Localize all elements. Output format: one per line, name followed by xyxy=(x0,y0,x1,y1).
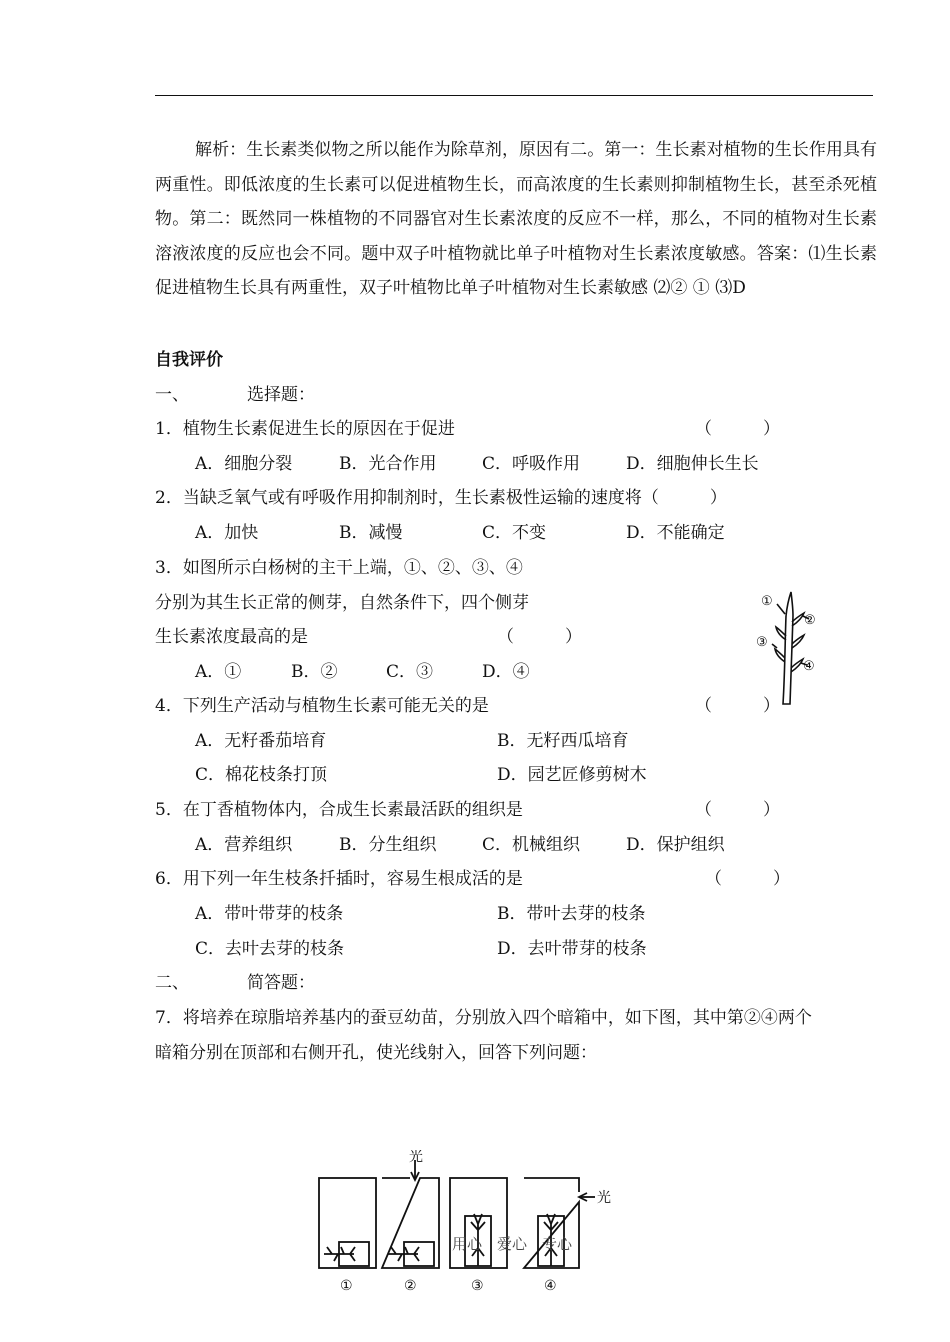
question-4-stem: 4．下列生产活动与植物生长素可能无关的是 xyxy=(155,696,489,716)
question-3-answer-blank: （ ） xyxy=(497,627,582,647)
question-3-option-a: A．① xyxy=(195,662,242,682)
question-3-option-c: C．③ xyxy=(386,662,434,682)
question-4-option-b: B．无籽西瓜培育 xyxy=(497,731,629,751)
question-5-option-a: A．营养组织 xyxy=(195,835,293,855)
question-5-option-c: C．机械组织 xyxy=(482,835,581,855)
bud-label-1: ① xyxy=(761,594,773,609)
question-4-answer-blank: （ ） xyxy=(695,696,780,716)
question-2-option-c: C．不变 xyxy=(482,523,547,543)
question-5-option-b: B．分生组织 xyxy=(339,835,437,855)
bud-label-2: ② xyxy=(804,613,816,628)
dark-box-diagram xyxy=(312,1150,632,1300)
bud-label-3: ③ xyxy=(756,635,768,650)
question-1-option-b: B．光合作用 xyxy=(339,454,437,474)
question-6-stem: 6．用下列一年生枝条扦插时，容易生根成活的是 xyxy=(155,869,523,889)
box-label-2: ② xyxy=(404,1278,417,1294)
question-5-stem: 5．在丁香植物体内，合成生长素最活跃的组织是 xyxy=(155,800,523,820)
question-6-answer-blank: （ ） xyxy=(705,869,790,889)
question-3-stem-line-3: 生长素浓度最高的是 xyxy=(155,627,308,647)
part1-number: 一、 xyxy=(155,385,189,405)
question-3-stem-line-2: 分别为其生长正常的侧芽，自然条件下，四个侧芽 xyxy=(155,593,529,613)
question-5-answer-blank: （ ） xyxy=(695,800,780,820)
question-6-option-b: B．带叶去芽的枝条 xyxy=(497,904,646,924)
part2-number: 二、 xyxy=(155,973,189,993)
question-1-option-d: D．细胞伸长生长 xyxy=(626,454,759,474)
bud-label-4: ④ xyxy=(803,659,815,674)
question-6-option-c: C．去叶去芽的枝条 xyxy=(195,939,345,959)
box-label-3: ③ xyxy=(471,1278,484,1294)
analysis-paragraph xyxy=(155,133,877,306)
question-2-option-a: A．加快 xyxy=(195,523,259,543)
light-label-right: 光 xyxy=(597,1190,611,1206)
question-7-line-1: 7．将培养在琼脂培养基内的蚕豆幼苗，分别放入四个暗箱中，如下图，其中第②④两个 xyxy=(155,1008,812,1028)
question-1-option-a: A．细胞分裂 xyxy=(195,454,293,474)
analysis-text: 解析：生长素类似物之所以能作为除草剂，原因有二。第一：生长素对植物的生长作用具有两重性。即低浓度的生长素可以促进植物生长，而高浓度的生长素则抑制植物生长，甚至杀死植物。第二：既然同一株植物的不同器官对生长素浓度的反应不一样，那么，不同的植物对生长素溶液浓度的反应也会不同。题中双子叶植物就比单子叶植物对生长素浓度敏感。答案：⑴生长素促进植物生长具有两重性，双子叶植物比单子叶植物对生长素敏感 ⑵② ① ⑶D xyxy=(155,140,877,299)
footer-watermark: 用心 爱心 专心 xyxy=(452,1235,573,1253)
question-4-option-c: C．棉花枝条打顶 xyxy=(195,765,328,785)
question-2-option-d: D．不能确定 xyxy=(626,523,725,543)
header-rule xyxy=(155,95,873,96)
question-7-line-2: 暗箱分别在顶部和右侧开孔，使光线射入，回答下列问题： xyxy=(155,1043,597,1063)
question-6-option-d: D．去叶带芽的枝条 xyxy=(497,939,647,959)
question-5-option-d: D．保护组织 xyxy=(626,835,725,855)
box-label-4: ④ xyxy=(544,1278,557,1294)
light-label-top: 光 xyxy=(409,1150,423,1165)
part2-title: 简答题： xyxy=(247,973,315,993)
box-label-1: ① xyxy=(340,1278,353,1294)
question-1-answer-blank: （ ） xyxy=(695,419,780,439)
question-3-option-b: B．② xyxy=(291,662,338,682)
question-4-option-d: D．园艺匠修剪树木 xyxy=(497,765,647,785)
section-title: 自我评价 xyxy=(155,350,223,370)
part1-heading xyxy=(155,384,315,406)
question-3-stem-line-1: 3．如图所示白杨树的主干上端，①、②、③、④ xyxy=(155,558,523,578)
question-1-stem: 1．植物生长素促进生长的原因在于促进 xyxy=(155,419,455,439)
part2-heading xyxy=(155,972,315,994)
poplar-trunk-figure xyxy=(752,586,830,710)
question-1-option-c: C．呼吸作用 xyxy=(482,454,581,474)
question-4-option-a: A．无籽番茄培育 xyxy=(195,731,327,751)
question-6-option-a: A．带叶带芽的枝条 xyxy=(195,904,344,924)
question-3-option-d: D．④ xyxy=(482,662,530,682)
part1-title: 选择题： xyxy=(247,385,315,405)
question-2-option-b: B．减慢 xyxy=(339,523,403,543)
question-2-stem: 2．当缺乏氧气或有呼吸作用抑制剂时，生长素极性运输的速度将（ ） xyxy=(155,488,727,508)
